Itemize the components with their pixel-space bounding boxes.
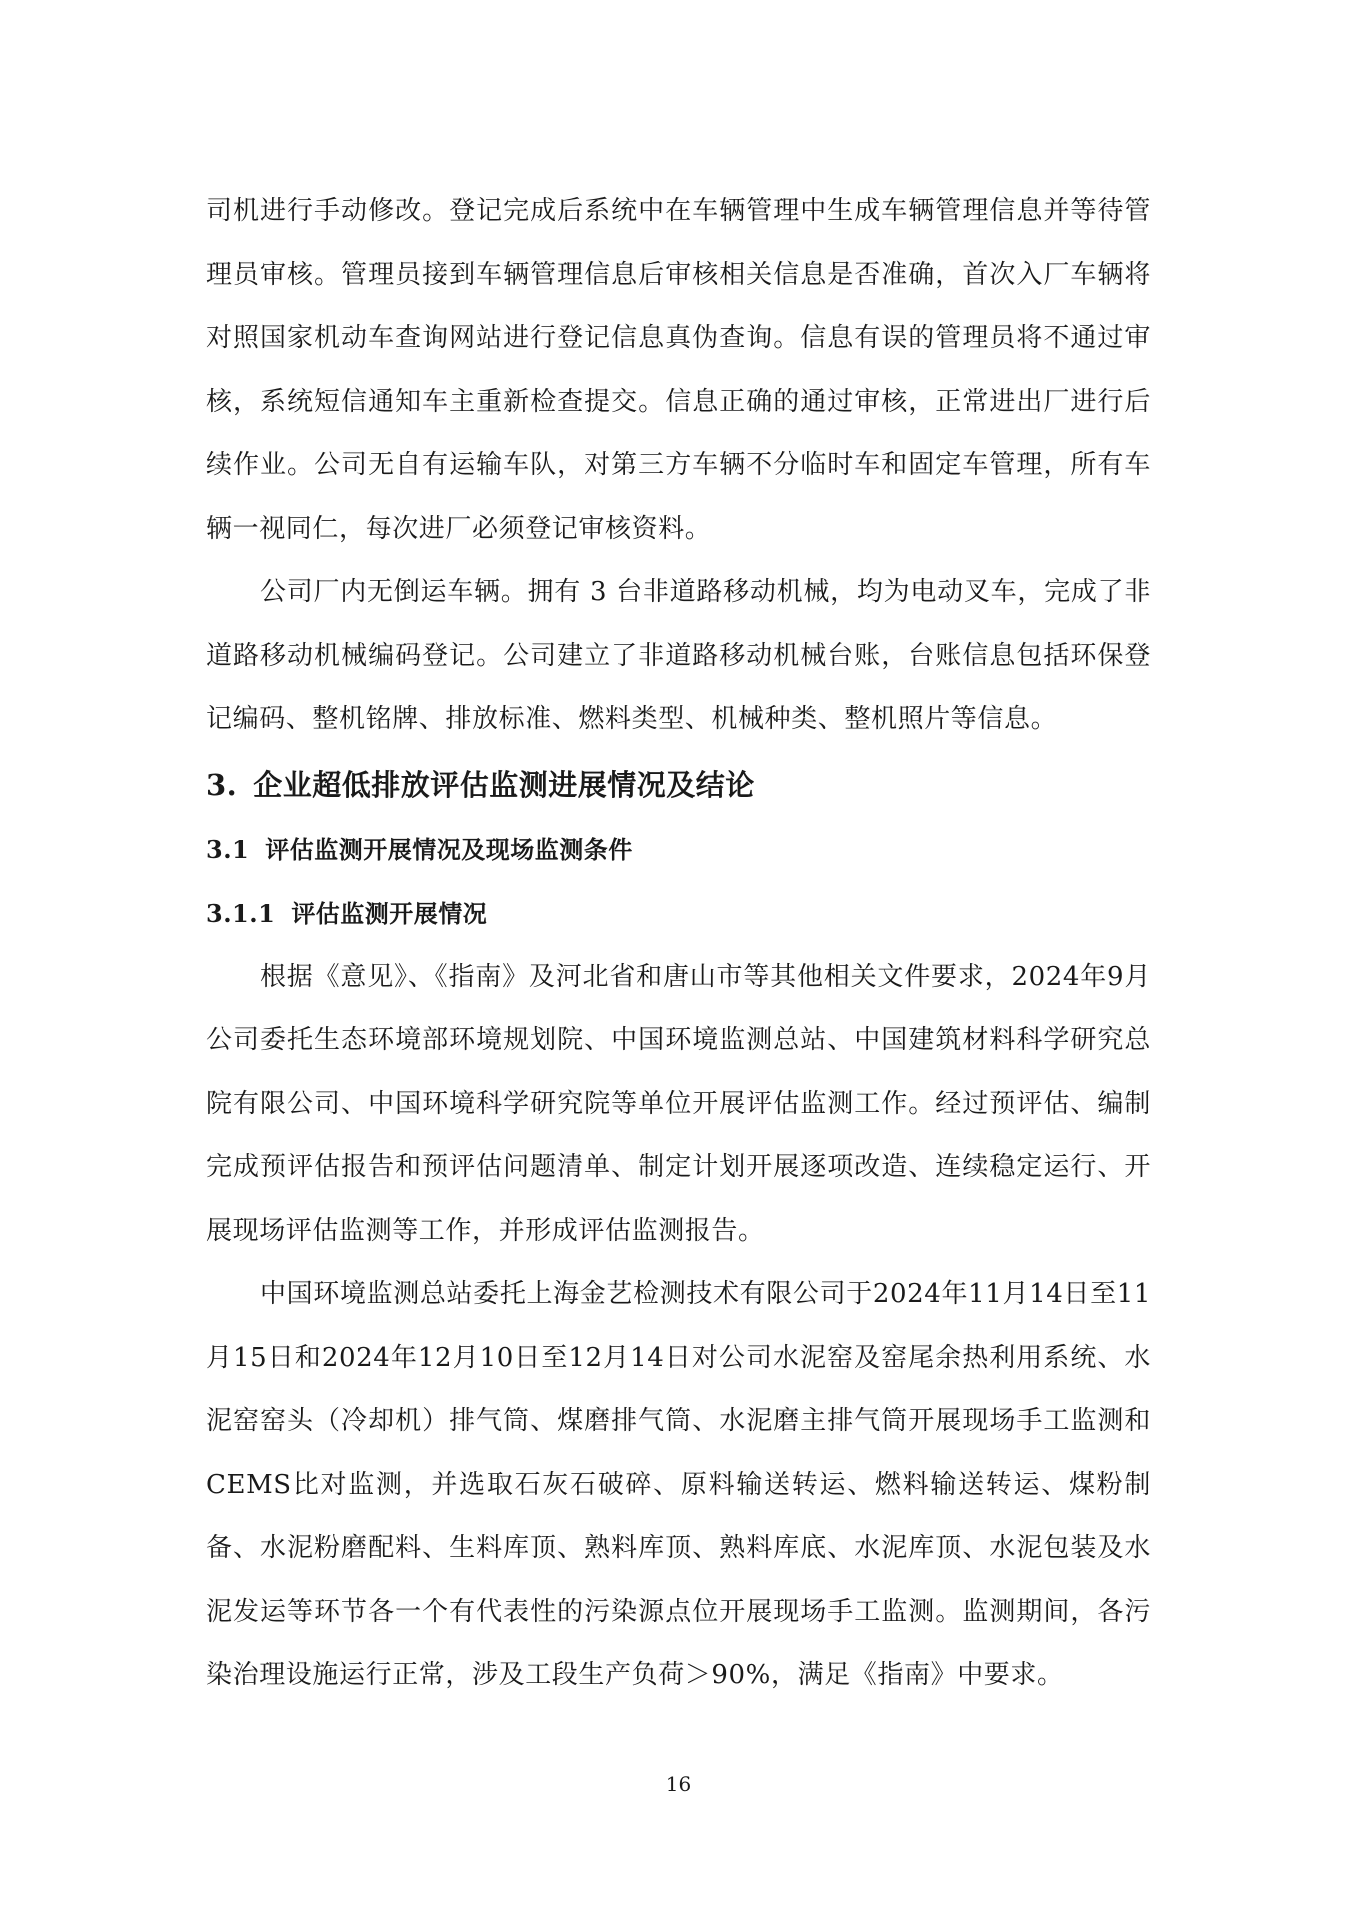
paragraph-assessment-work: 根据《意见》、《指南》及河北省和唐山市等其他相关文件要求，2024年9月公司委托生态环境部环境规划院、中国环境监测总站、中国建筑材料科学研究总院有限公司、中国环境科学研究院等单位开展评估监测工作。经过预评估、编制完成预评估报告和预评估问题清单、制定计划开展逐项改造、连续稳定运行、开展现场评估监测等工作，并形成评估监测报告。 (206, 961, 1151, 1246)
section-number: 3. (206, 767, 238, 802)
section-heading-3-1 (206, 818, 1151, 882)
section-number: 3.1 (206, 834, 250, 864)
section-heading-3-1-1 (206, 882, 1151, 946)
section-title: 评估监测开展情况及现场监测条件 (265, 834, 633, 864)
section-title: 企业超低排放评估监测进展情况及结论 (253, 767, 755, 802)
section-title: 评估监测开展情况 (291, 898, 488, 928)
section-number: 3.1.1 (206, 898, 276, 928)
page-body (206, 180, 1151, 1708)
page-number: 16 (665, 1772, 692, 1796)
section-heading-3 (206, 752, 1151, 818)
paragraph-non-road-machinery: 公司厂内无倒运车辆。拥有 3 台非道路移动机械，均为电动叉车，完成了非道路移动机械编码登记。公司建立了非道路移动机械台账，台账信息包括环保登记编码、整机铭牌、排放标准、燃料类型、机械种类、整机照片等信息。 (206, 577, 1151, 734)
paragraph-vehicle-registration: 司机进行手动修改。登记完成后系统中在车辆管理中生成车辆管理信息并等待管理员审核。管理员接到车辆管理信息后审核相关信息是否准确，首次入厂车辆将对照国家机动车查询网站进行登记信息真伪查询。信息有误的管理员将不通过审核，系统短信通知车主重新检查提交。信息正确的通过审核，正常进出厂进行后续作业。公司无自有运输车队，对第三方车辆不分临时车和固定车管理，所有车辆一视同仁，每次进厂必须登记审核资料。 (206, 196, 1151, 544)
paragraph-field-monitoring: 中国环境监测总站委托上海金艺检测技术有限公司于2024年11月14日至11月15日和2024年12月10日至12月14日对公司水泥窑及窑尾余热利用系统、水泥窑窑头（冷却机）排气筒、煤磨排气筒、水泥磨主排气筒开展现场手工监测和CEMS比对监测，并选取石灰石破碎、原料输送转运、燃料输送转运、煤粉制备、水泥粉磨配料、生料库顶、熟料库顶、熟料库底、水泥库顶、水泥包装及水泥发运等环节各一个有代表性的污染源点位开展现场手工监测。监测期间，各污染治理设施运行正常，涉及工段生产负荷＞90%，满足《指南》中要求。 (206, 1279, 1151, 1690)
